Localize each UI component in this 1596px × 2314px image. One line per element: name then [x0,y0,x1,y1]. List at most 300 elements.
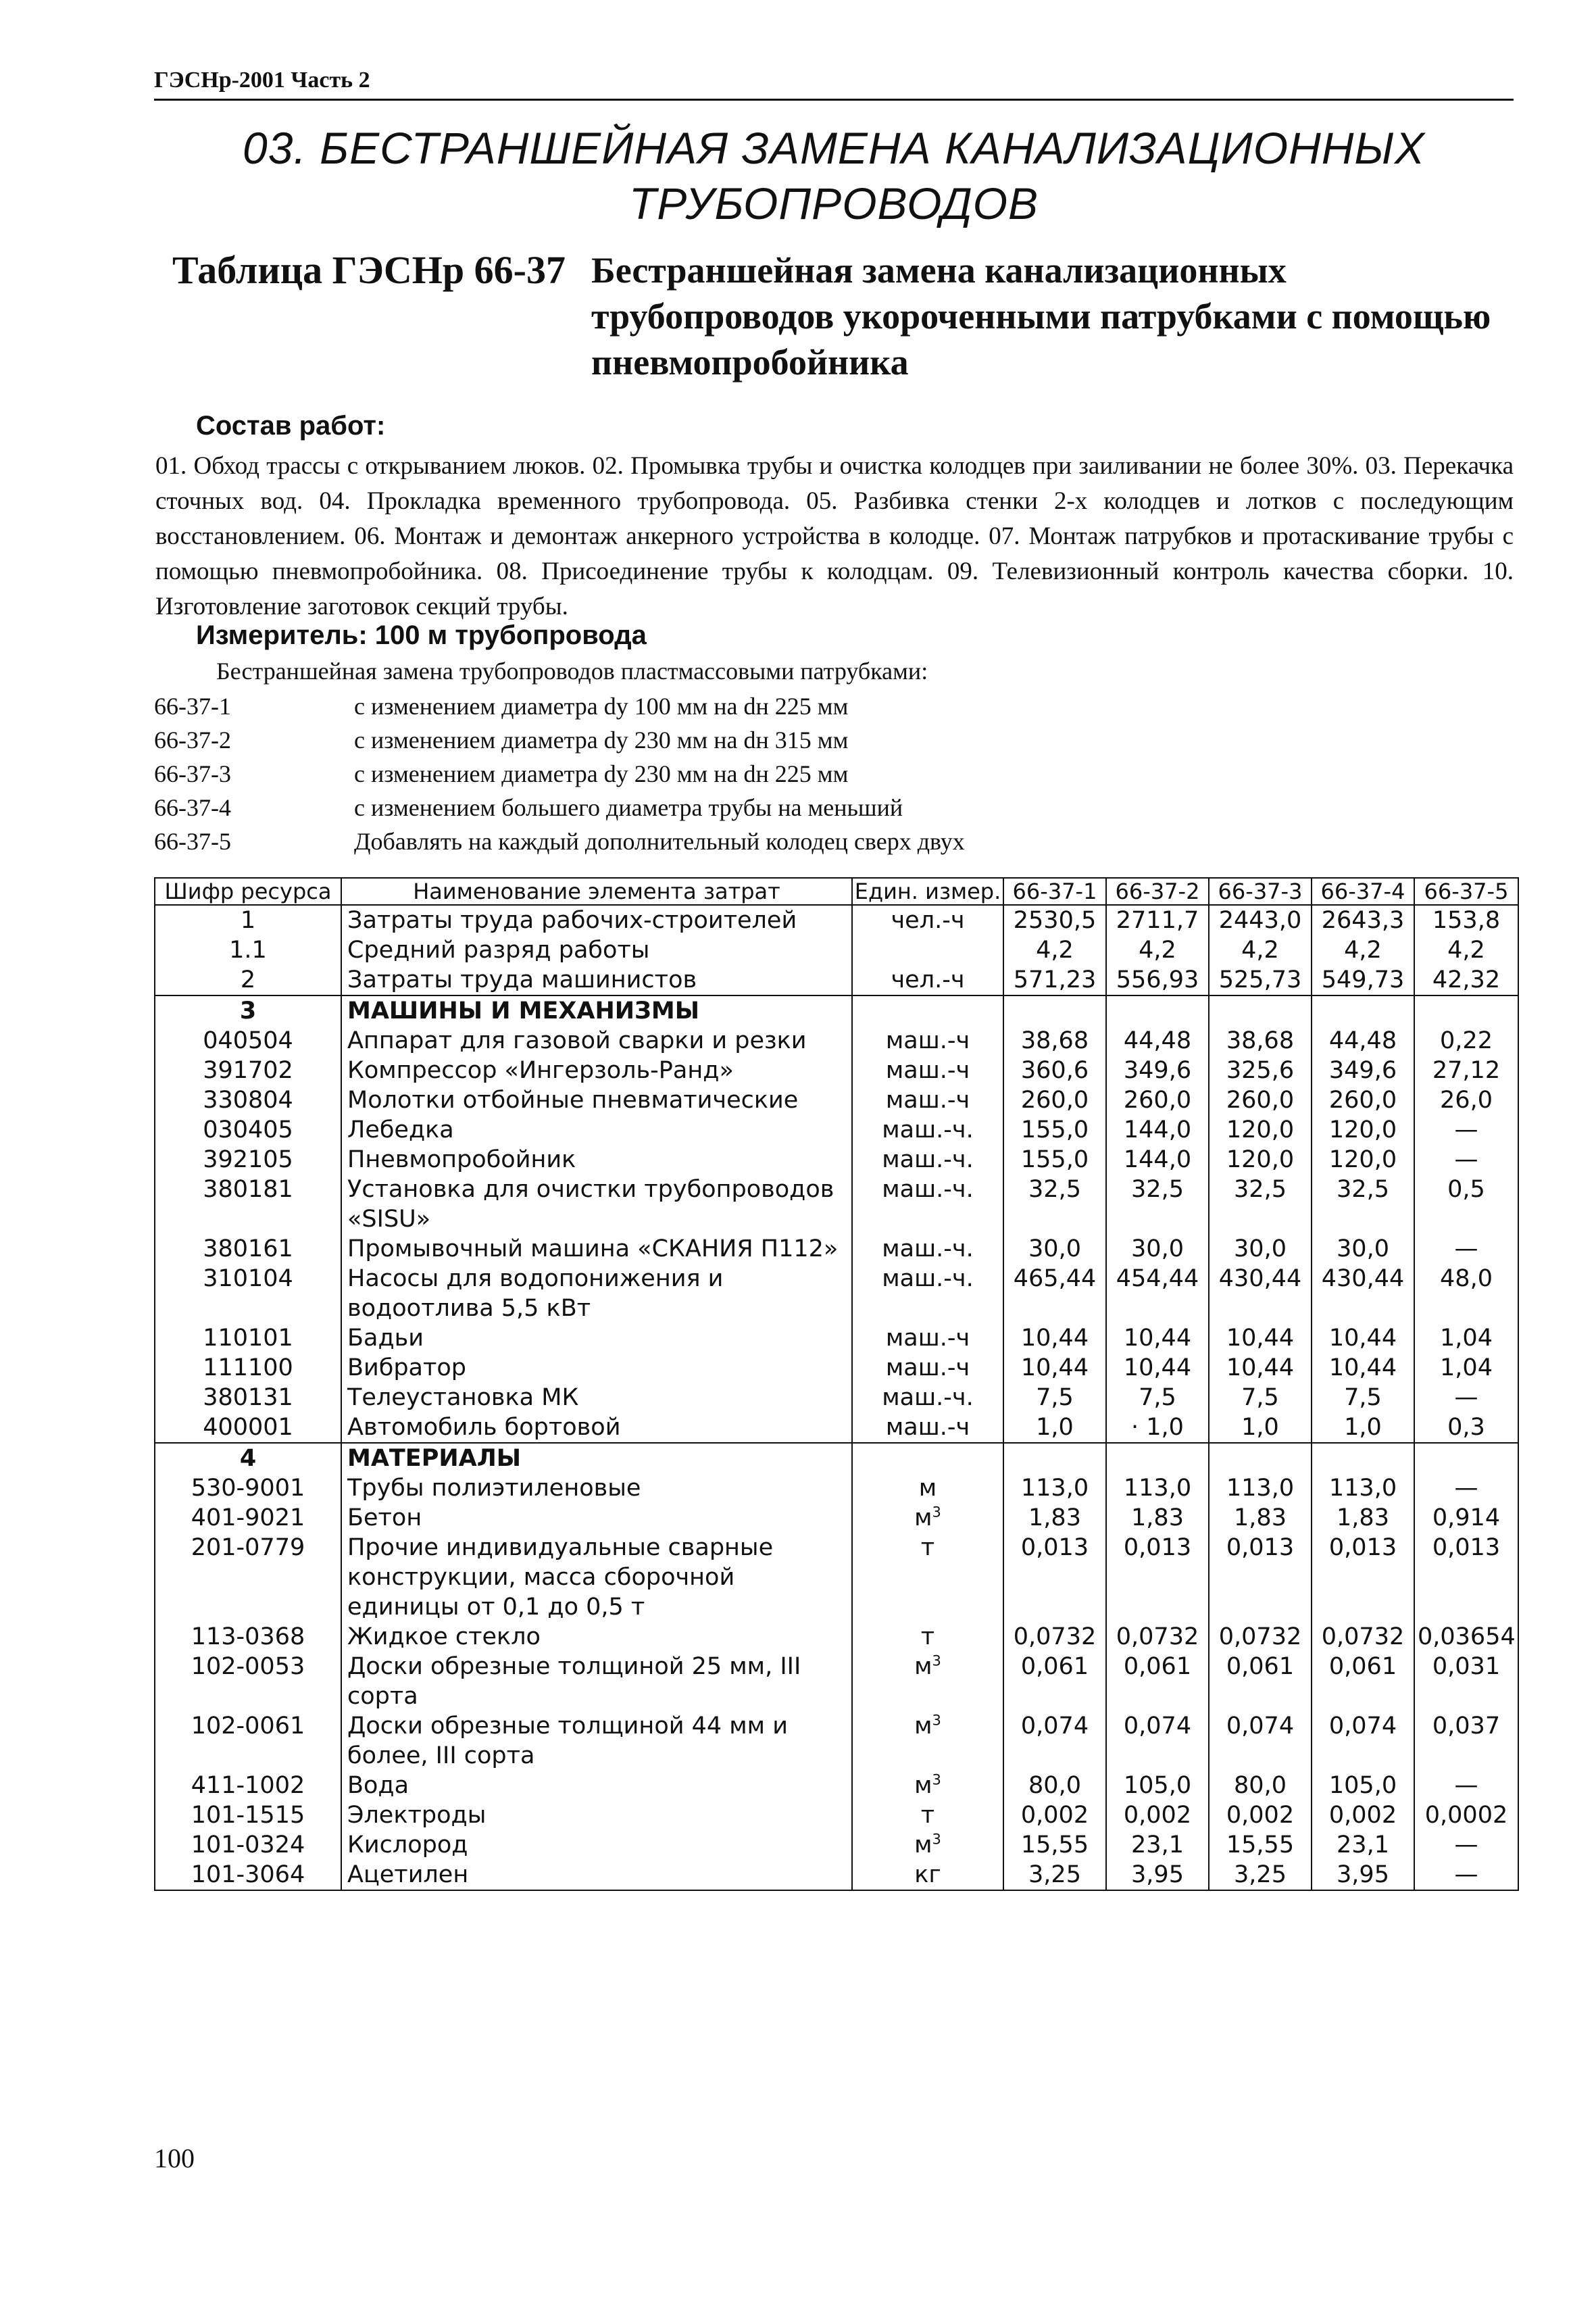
table-row [155,1503,1518,1533]
cell-unit-text: маш.-ч. [882,1176,974,1203]
cell-name: Электроды [341,1800,852,1830]
table-label: Таблица ГЭСНр 66-37 [172,248,566,292]
table-row [155,1056,1518,1085]
cell-name: Прочие индивидуальные сварные конструкции, масса сборочной единицы от 0,1 до 0,5 т [341,1533,852,1622]
cell-value-5 [1414,1443,1518,1473]
header-col-3: 66-37-3 [1209,878,1312,905]
cell-code: 040504 [155,1026,341,1056]
cell-code: 310104 [155,1264,341,1323]
table-row [155,935,1518,965]
cell-value-2: 349,6 [1106,1056,1209,1085]
cell-value-4: 120,0 [1312,1115,1414,1145]
cell-unit-text: т [920,1623,935,1650]
cell-value-3: 15,55 [1209,1830,1312,1860]
cell-unit [852,1026,1003,1056]
cell-value-3: 32,5 [1209,1175,1312,1234]
cell-unit-superscript: 3 [932,1712,941,1729]
cell-unit-superscript: 3 [932,1771,941,1788]
cell-unit-text: м [914,1713,932,1740]
cell-value-3: 0,0732 [1209,1622,1312,1652]
cell-unit-text: маш.-ч [885,1325,970,1352]
cell-value-1: 7,5 [1003,1383,1106,1412]
cell-value-4: 23,1 [1312,1830,1414,1860]
cell-value-2: 4,2 [1106,935,1209,965]
cell-unit-text: чел.-ч [891,907,965,934]
table-row [155,1234,1518,1264]
cell-name: Установка для очистки трубопроводов «SISU» [341,1175,852,1234]
cell-value-4: 0,013 [1312,1533,1414,1622]
cell-unit [852,1056,1003,1085]
cell-unit-superscript: 3 [932,1652,941,1669]
cell-unit [852,1234,1003,1264]
cell-unit [852,905,1003,935]
code-item [154,757,1438,791]
cell-code: 401-9021 [155,1503,341,1533]
header-col-1: 66-37-1 [1003,878,1106,905]
cell-unit [852,1145,1003,1175]
cell-value-3: 0,074 [1209,1711,1312,1771]
table-row [155,1711,1518,1771]
cell-unit-text: маш.-ч. [882,1146,974,1173]
cell-value-3: 1,83 [1209,1503,1312,1533]
cell-value-2: 1,83 [1106,1503,1209,1533]
cell-value-2: 3,95 [1106,1860,1209,1890]
cell-code: 102-0053 [155,1652,341,1711]
cell-value-3: 3,25 [1209,1860,1312,1890]
table-row [155,1533,1518,1622]
cell-value-2: 113,0 [1106,1473,1209,1503]
cell-value-2: 454,44 [1106,1264,1209,1323]
cell-name: Молотки отбойные пневматические [341,1085,852,1115]
table-row [155,995,1518,1026]
cell-code: 102-0061 [155,1711,341,1771]
cell-value-4: 260,0 [1312,1085,1414,1115]
cell-value-3: 38,68 [1209,1026,1312,1056]
cell-unit [852,1860,1003,1890]
cell-value-4: 1,0 [1312,1412,1414,1443]
cell-code: 1.1 [155,935,341,965]
intro-text: Бестраншейная замена трубопроводов пластмассовыми патрубками: [216,658,928,685]
table-row [155,1383,1518,1412]
cell-value-3: 30,0 [1209,1234,1312,1264]
cell-value-2: 0,0732 [1106,1622,1209,1652]
header-name: Наименование элемента затрат [341,878,852,905]
cell-value-4: 430,44 [1312,1264,1414,1323]
cell-value-4: 3,95 [1312,1860,1414,1890]
cell-code: 391702 [155,1056,341,1085]
cell-unit [852,1771,1003,1800]
cell-code: 030405 [155,1115,341,1145]
cell-name: Ацетилен [341,1860,852,1890]
cell-value-3: 4,2 [1209,935,1312,965]
cell-value-1: 465,44 [1003,1264,1106,1323]
cell-name: Лебедка [341,1115,852,1145]
cell-unit-text: т [920,1534,935,1561]
cell-value-4: 44,48 [1312,1026,1414,1056]
cell-unit-text: маш.-ч. [882,1265,974,1292]
table-row [155,1800,1518,1830]
cell-unit-text: маш.-ч. [882,1116,974,1143]
composition-label: Состав работ: [196,411,386,441]
code-item [154,723,1438,757]
cell-value-2: · 1,0 [1106,1412,1209,1443]
cell-code: 530-9001 [155,1473,341,1503]
cell-code: 201-0779 [155,1533,341,1622]
cell-value-5: — [1414,1771,1518,1800]
cell-value-5: 0,013 [1414,1533,1518,1622]
cell-value-4: 0,074 [1312,1711,1414,1771]
table-row [155,905,1518,935]
table-row [155,1115,1518,1145]
cell-value-1: 155,0 [1003,1145,1106,1175]
cell-unit [852,1711,1003,1771]
cell-value-4 [1312,1443,1414,1473]
cell-value-2: 7,5 [1106,1383,1209,1412]
cell-value-5: 1,04 [1414,1323,1518,1353]
cell-value-1: 80,0 [1003,1771,1106,1800]
table-row [155,1264,1518,1323]
cell-value-3: 430,44 [1209,1264,1312,1323]
cell-unit [852,1503,1003,1533]
cell-value-2: 44,48 [1106,1026,1209,1056]
cell-value-1: 0,074 [1003,1711,1106,1771]
code-item-desc: Добавлять на каждый дополнительный колодец сверх двух [354,828,965,855]
cell-unit [852,995,1003,1026]
cell-value-2: 32,5 [1106,1175,1209,1234]
table-body [155,905,1518,1890]
table-row [155,1860,1518,1890]
cell-value-1: 0,061 [1003,1652,1106,1711]
cell-code: 110101 [155,1323,341,1353]
cell-value-3: 325,6 [1209,1056,1312,1085]
cell-value-1: 2530,5 [1003,905,1106,935]
code-item-code: 66-37-3 [154,760,231,787]
cell-value-1: 260,0 [1003,1085,1106,1115]
cell-value-1: 32,5 [1003,1175,1106,1234]
cell-unit-text: маш.-ч [885,1414,970,1441]
table-row [155,1622,1518,1652]
cell-value-5: 0,0002 [1414,1800,1518,1830]
cell-unit-text: т [920,1802,935,1829]
cell-value-2: 0,061 [1106,1652,1209,1711]
cell-value-3: 0,002 [1209,1800,1312,1830]
cell-value-4: 4,2 [1312,935,1414,965]
cell-unit-text: маш.-ч [885,1057,970,1084]
cell-name: Вибратор [341,1353,852,1383]
cell-value-5: 0,037 [1414,1711,1518,1771]
section-title-line-2: ТРУБОПРОВОДОВ [628,178,1039,228]
cell-name: Бетон [341,1503,852,1533]
cell-value-3 [1209,995,1312,1026]
cell-value-3: 10,44 [1209,1323,1312,1353]
cell-value-5: 0,5 [1414,1175,1518,1234]
cell-code: 101-1515 [155,1800,341,1830]
cell-value-3: 10,44 [1209,1353,1312,1383]
cell-value-4: 113,0 [1312,1473,1414,1503]
cell-value-5: — [1414,1860,1518,1890]
cell-name: МАШИНЫ И МЕХАНИЗМЫ [341,995,852,1026]
cell-name: Доски обрезные толщиной 44 мм и более, III сорта [341,1711,852,1771]
cell-unit-text: м [914,1653,932,1680]
cell-name: Затраты труда рабочих-строителей [341,905,852,935]
table-row [155,1353,1518,1383]
cell-unit-text: маш.-ч. [882,1235,974,1262]
cell-value-5: 0,03654 [1414,1622,1518,1652]
cell-value-3: 0,013 [1209,1533,1312,1622]
cell-code: 330804 [155,1085,341,1115]
cell-code: 380131 [155,1383,341,1412]
cell-name: Компрессор «Ингерзоль-Ранд» [341,1056,852,1085]
cell-name: Затраты труда машинистов [341,965,852,995]
cell-value-2: 2711,7 [1106,905,1209,935]
table-row [155,1771,1518,1800]
cell-code: 113-0368 [155,1622,341,1652]
cell-value-4: 0,0732 [1312,1622,1414,1652]
table-row [155,1412,1518,1443]
cell-unit [852,935,1003,965]
cell-code: 380181 [155,1175,341,1234]
cell-value-1: 15,55 [1003,1830,1106,1860]
code-item-desc: с изменением диаметра dy 230 мм на dн 225 мм [354,760,849,787]
cell-value-2: 10,44 [1106,1353,1209,1383]
header-code: Шифр ресурса [155,878,341,905]
cell-value-1: 0,002 [1003,1800,1106,1830]
cell-code: 380161 [155,1234,341,1264]
cell-value-2: 30,0 [1106,1234,1209,1264]
section-title-line-1: 03. БЕСТРАНШЕЙНАЯ ЗАМЕНА КАНАЛИЗАЦИОННЫХ [243,123,1425,173]
cell-name: Вода [341,1771,852,1800]
cell-unit-text: маш.-ч [885,1087,970,1114]
cell-unit [852,1622,1003,1652]
composition-text: 01. Обход трассы с открыванием люков. 02. Промывка трубы и очистка колодцев при заиливании не более 30%. 03. Перекачка сточных вод. 04. Прокладка временного трубопровода. 05. Разбивка стенки 2-х колодцев и лотков с последующим восстановлением. 06. Монтаж и демонтаж анкерного устройства в колодце. 07. Монтаж патрубков и протаскивание трубы с помощью пневмопробойника. 08. Присоединение трубы к колодцам. 09. Телевизионный контроль качества сборки. 10. Изготовление заготовок секций трубы. [155,452,1514,620]
cell-code: 101-0324 [155,1830,341,1860]
running-header: ГЭСНр-2001 Часть 2 [154,68,1514,101]
code-item-desc: с изменением большего диаметра трубы на меньший [354,794,903,821]
cell-value-5: — [1414,1383,1518,1412]
cell-unit [852,1115,1003,1145]
cell-value-4: 10,44 [1312,1353,1414,1383]
cell-name: Трубы полиэтиленовые [341,1473,852,1503]
cell-code: 4 [155,1443,341,1473]
cell-unit [852,1533,1003,1622]
header-unit: Един. измер. [852,878,1003,905]
code-item-desc: с изменением диаметра dy 230 мм на dн 315 мм [354,727,849,754]
cell-value-4: 120,0 [1312,1145,1414,1175]
resource-table [154,877,1519,1891]
cell-value-4: 549,73 [1312,965,1414,995]
cell-value-2: 144,0 [1106,1145,1209,1175]
code-item [154,689,1438,723]
table-description: Бестраншейная замена канализационных трубопроводов укороченными патрубками с помощью пневмопробойника [591,250,1491,383]
cell-value-5: 153,8 [1414,905,1518,935]
cell-value-4: 0,061 [1312,1652,1414,1711]
cell-value-1: 0,0732 [1003,1622,1106,1652]
cell-value-2: 0,074 [1106,1711,1209,1771]
cell-name: МАТЕРИАЛЫ [341,1443,852,1473]
cell-code: 111100 [155,1353,341,1383]
cell-unit-text: м [914,1831,932,1858]
cell-value-3: 113,0 [1209,1473,1312,1503]
cell-value-1: 1,83 [1003,1503,1106,1533]
table-row [155,965,1518,995]
cell-value-2: 556,93 [1106,965,1209,995]
cell-value-1: 10,44 [1003,1323,1106,1353]
cell-value-1: 30,0 [1003,1234,1106,1264]
cell-value-4: 30,0 [1312,1234,1414,1264]
cell-value-4: 2643,3 [1312,905,1414,935]
cell-code: 3 [155,995,341,1026]
cell-value-4: 32,5 [1312,1175,1414,1234]
cell-unit [852,1800,1003,1830]
cell-unit-text: маш.-ч. [882,1384,974,1411]
cell-unit [852,1175,1003,1234]
table-row [155,1830,1518,1860]
cell-unit-text: м [914,1504,932,1531]
cell-value-1: 571,23 [1003,965,1106,995]
cell-name: Пневмопробойник [341,1145,852,1175]
cell-value-1: 360,6 [1003,1056,1106,1085]
cell-value-3 [1209,1443,1312,1473]
cell-value-4: 10,44 [1312,1323,1414,1353]
cell-value-4: 7,5 [1312,1383,1414,1412]
cell-name: Средний разряд работы [341,935,852,965]
cell-value-2 [1106,1443,1209,1473]
cell-unit-text: м [914,1772,932,1799]
cell-unit [852,965,1003,995]
cell-name: Телеустановка МК [341,1383,852,1412]
cell-code: 101-3064 [155,1860,341,1890]
table-row [155,1443,1518,1473]
cell-value-5: 27,12 [1414,1056,1518,1085]
cell-unit [852,1383,1003,1412]
cell-value-5: 48,0 [1414,1264,1518,1323]
cell-value-1: 3,25 [1003,1860,1106,1890]
code-item-code: 66-37-2 [154,727,231,754]
cell-name: Доски обрезные толщиной 25 мм, III сорта [341,1652,852,1711]
cell-value-4: 105,0 [1312,1771,1414,1800]
cell-unit [852,1652,1003,1711]
code-item-code: 66-37-5 [154,828,231,855]
cell-value-5: 0,031 [1414,1652,1518,1711]
cell-value-2: 23,1 [1106,1830,1209,1860]
cell-value-2: 0,013 [1106,1533,1209,1622]
cell-value-4: 0,002 [1312,1800,1414,1830]
cell-value-1: 0,013 [1003,1533,1106,1622]
cell-value-1: 38,68 [1003,1026,1106,1056]
cell-code: 400001 [155,1412,341,1443]
cell-unit-text: чел.-ч [891,966,965,993]
cell-value-5: — [1414,1145,1518,1175]
cell-name: Автомобиль бортовой [341,1412,852,1443]
cell-unit [852,1473,1003,1503]
code-item-code: 66-37-1 [154,693,231,720]
cell-value-5: 0,3 [1414,1412,1518,1443]
cell-value-2: 10,44 [1106,1323,1209,1353]
cell-value-3: 7,5 [1209,1383,1312,1412]
cell-value-2: 260,0 [1106,1085,1209,1115]
cell-code: 2 [155,965,341,995]
cell-unit-superscript: 3 [932,1504,941,1521]
cell-unit [852,1830,1003,1860]
cell-value-5: 26,0 [1414,1085,1518,1115]
cell-value-5 [1414,995,1518,1026]
cell-unit [852,1085,1003,1115]
cell-value-2: 105,0 [1106,1771,1209,1800]
cell-code: 1 [155,905,341,935]
measure-label: Измеритель: 100 м трубопровода [196,620,647,650]
cell-value-5: — [1414,1234,1518,1264]
cell-value-4: 349,6 [1312,1056,1414,1085]
cell-value-5: 1,04 [1414,1353,1518,1383]
header-col-2: 66-37-2 [1106,878,1209,905]
cell-name: Насосы для водопонижения и водоотлива 5,5 кВт [341,1264,852,1323]
cell-value-1: 10,44 [1003,1353,1106,1383]
code-item [154,791,1438,824]
cell-value-3: 2443,0 [1209,905,1312,935]
cell-value-1: 4,2 [1003,935,1106,965]
cell-value-5: — [1414,1473,1518,1503]
cell-value-1 [1003,1443,1106,1473]
cell-unit [852,1412,1003,1443]
cell-value-2 [1106,995,1209,1026]
cell-value-3: 1,0 [1209,1412,1312,1443]
cell-value-3: 120,0 [1209,1115,1312,1145]
table-row [155,1026,1518,1056]
page-number: 100 [154,2143,195,2173]
cell-value-2: 144,0 [1106,1115,1209,1145]
table-row [155,1145,1518,1175]
cell-value-5: 4,2 [1414,935,1518,965]
cell-unit [852,1353,1003,1383]
cell-unit [852,1323,1003,1353]
table-row [155,1473,1518,1503]
table-row [155,1652,1518,1711]
table-row [155,1175,1518,1234]
cell-value-5: — [1414,1830,1518,1860]
cell-unit-superscript: 3 [932,1831,941,1848]
section-title [154,120,1514,231]
cell-name: Бадьи [341,1323,852,1353]
cell-unit-text: кг [914,1861,941,1888]
cell-value-3: 0,061 [1209,1652,1312,1711]
cell-value-4: 1,83 [1312,1503,1414,1533]
cell-value-5: 0,22 [1414,1026,1518,1056]
cell-code: 392105 [155,1145,341,1175]
cell-value-5: 0,914 [1414,1503,1518,1533]
cell-unit-text: маш.-ч [885,1354,970,1381]
cell-value-1 [1003,995,1106,1026]
cell-name: Жидкое стекло [341,1622,852,1652]
cell-value-3: 80,0 [1209,1771,1312,1800]
code-item [154,824,1438,858]
cell-value-3: 260,0 [1209,1085,1312,1115]
cell-unit-text: м [918,1475,937,1502]
cell-value-1: 155,0 [1003,1115,1106,1145]
cell-unit [852,1443,1003,1473]
cell-unit [852,1264,1003,1323]
code-item-code: 66-37-4 [154,794,231,821]
cell-value-4 [1312,995,1414,1026]
header-col-4: 66-37-4 [1312,878,1414,905]
code-item-desc: с изменением диаметра dy 100 мм на dн 225 мм [354,693,849,720]
cell-unit-text: маш.-ч [885,1027,970,1054]
cell-code: 411-1002 [155,1771,341,1800]
header-col-5: 66-37-5 [1414,878,1518,905]
cell-value-2: 0,002 [1106,1800,1209,1830]
table-row [155,1323,1518,1353]
cell-name: Кислород [341,1830,852,1860]
cell-value-3: 120,0 [1209,1145,1312,1175]
